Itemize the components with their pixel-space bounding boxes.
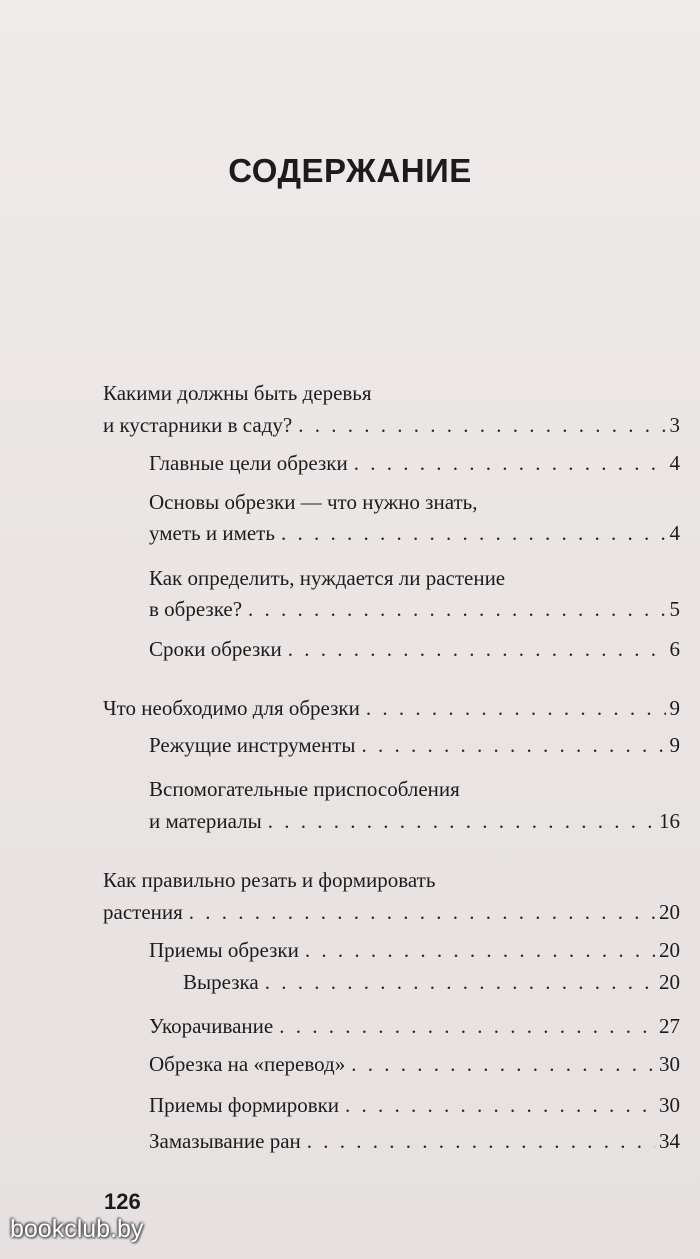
toc-entry-13-page: 30: [659, 1093, 680, 1117]
toc-entry-0-line1: Какими должны быть деревья: [103, 381, 372, 405]
toc-entry-9: [149, 937, 680, 963]
leader-dots: [189, 899, 655, 925]
toc-entry-9-page: 20: [659, 938, 680, 962]
toc-entry-2-line2: уметь и иметь: [149, 521, 275, 545]
leader-dots: [354, 450, 666, 476]
toc-entry-6-text: Режущие инструменты: [149, 733, 356, 757]
toc-entry-11: [149, 1013, 680, 1039]
toc-entry-5-text: Что необходимо для обрезки: [103, 696, 360, 720]
leader-dots: [366, 695, 666, 721]
toc-entry-7-page: 16: [659, 809, 680, 833]
leader-dots: [279, 1013, 655, 1039]
toc-entry-8-page: 20: [659, 900, 680, 924]
toc-entry-13: [149, 1092, 680, 1118]
leader-dots: [268, 808, 655, 834]
toc-entry-2-line1: Основы обрезки — что нужно знать,: [149, 490, 478, 514]
toc-entry-10-text: Вырезка: [183, 970, 259, 994]
leader-dots: [307, 1128, 655, 1154]
leader-dots: [362, 732, 666, 758]
toc-entry-3-page: 5: [669, 597, 680, 621]
toc-entry-5: [103, 695, 680, 721]
toc-entry-10: [183, 969, 680, 995]
leader-dots: [281, 520, 666, 546]
toc-entry-4-page: 6: [669, 637, 680, 661]
toc-entry-6: [149, 732, 680, 758]
toc-entry-8-line1: Как правильно резать и формировать: [103, 868, 436, 892]
toc-entry-1-page: 4: [669, 451, 680, 475]
leader-dots: [265, 969, 655, 995]
page-number: 126: [104, 1189, 141, 1214]
toc-entry-1: [149, 450, 680, 476]
toc-entry-6-page: 9: [669, 733, 680, 757]
toc-entry-12: [149, 1051, 680, 1077]
leader-dots: [345, 1092, 655, 1118]
watermark: bookclub.by: [10, 1215, 144, 1243]
toc-entry-11-text: Укорачивание: [149, 1014, 274, 1038]
toc-entry-14-page: 34: [659, 1129, 680, 1153]
toc-entry-2-page: 4: [669, 521, 680, 545]
toc-entry-7-line1: Вспомогательные приспособления: [149, 777, 460, 801]
leader-dots: [288, 636, 666, 662]
toc-entry-10-page: 20: [659, 970, 680, 994]
toc-entry-3-line1: Как определить, нуждается ли растение: [149, 566, 506, 590]
toc-entry-12-page: 30: [659, 1052, 680, 1076]
toc-entry-4-text: Сроки обрезки: [149, 637, 282, 661]
leader-dots: [305, 937, 655, 963]
toc-entry-1-text: Главные цели обрезки: [149, 451, 348, 475]
toc-entry-3-line2: в обрезке?: [149, 597, 243, 621]
toc-entry-14-text: Замазывание ран: [149, 1129, 301, 1153]
page-title: СОДЕРЖАНИЕ: [228, 152, 472, 189]
toc-entry-8: [103, 899, 680, 925]
toc-entry-14: [149, 1128, 680, 1154]
toc-entry-3: [149, 596, 680, 622]
toc-entry-2: [149, 520, 680, 546]
toc-entry-7: [149, 808, 680, 834]
toc-entry-12-text: Обрезка на «перевод»: [149, 1052, 346, 1076]
toc-entry-4: [149, 636, 680, 662]
toc-entry-13-text: Приемы формировки: [149, 1093, 340, 1117]
leader-dots: [351, 1051, 655, 1077]
toc-entry-0: [103, 412, 680, 438]
toc-entry-0-line2: и кустарники в саду?: [103, 413, 293, 437]
toc-entry-11-page: 27: [659, 1014, 680, 1038]
toc-entry-8-line2: растения: [103, 900, 183, 924]
toc-entry-7-line2: и материалы: [149, 809, 262, 833]
leader-dots: [298, 412, 665, 438]
leader-dots: [248, 596, 665, 622]
toc-entry-0-page: 3: [669, 413, 680, 437]
toc-entry-9-text: Приемы обрезки: [149, 938, 299, 962]
toc-entry-5-page: 9: [669, 696, 680, 720]
